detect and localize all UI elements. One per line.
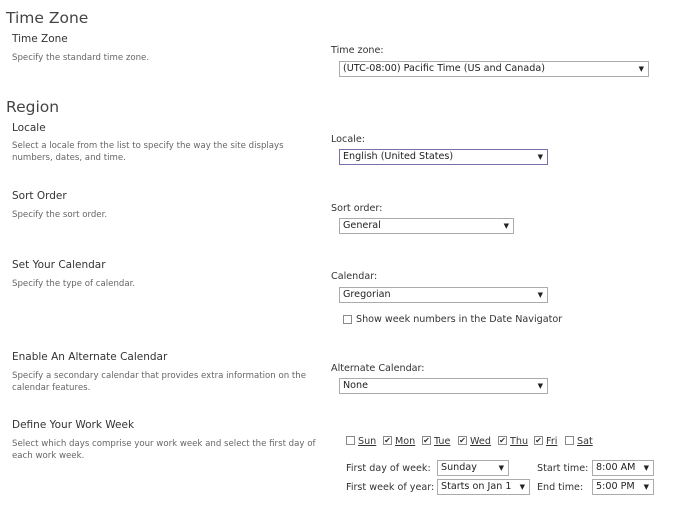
locale-select-value: English (United States) [343, 151, 454, 162]
chevron-down-icon: ▼ [643, 464, 649, 472]
first-week-select-value: Starts on Jan 1 [441, 481, 512, 492]
day-sun-label[interactable]: Sun [358, 436, 377, 447]
time-zone-description: Specify the standard time zone. [12, 53, 150, 63]
day-mon-label[interactable]: Mon [395, 436, 416, 447]
end-time-select-value: 5:00 PM [596, 481, 635, 492]
alternate-calendar-field-title: Enable An Alternate Calendar [12, 351, 168, 363]
end-time-label: End time: [537, 482, 584, 493]
chevron-down-icon: ▼ [537, 382, 543, 390]
time-zone-label: Time zone: [331, 45, 384, 56]
alternate-calendar-select-value: None [343, 380, 369, 391]
chevron-down-icon: ▼ [643, 483, 649, 491]
chevron-down-icon: ▼ [503, 222, 509, 230]
end-time-select[interactable] [592, 479, 654, 495]
start-time-label: Start time: [537, 463, 589, 474]
day-fri-label[interactable]: Fri [546, 436, 558, 447]
first-day-select-value: Sunday [441, 462, 477, 473]
work-week-description: Select which days comprise your work week and select the first day of each work week. [12, 439, 316, 461]
check-icon: ✔ [459, 436, 466, 445]
locale-select[interactable] [339, 149, 548, 165]
first-day-label: First day of week: [346, 463, 431, 474]
sort-order-select-value: General [343, 220, 381, 231]
calendar-select[interactable] [339, 287, 548, 303]
calendar-description: Specify the type of calendar. [12, 279, 136, 289]
week-numbers-checkbox[interactable] [343, 315, 352, 324]
alternate-calendar-select[interactable] [339, 378, 548, 394]
check-icon: ✔ [384, 436, 391, 445]
day-thu-checkbox[interactable] [498, 436, 507, 445]
day-tue-checkbox[interactable] [422, 436, 431, 445]
day-thu-label[interactable]: Thu [510, 436, 529, 447]
week-numbers-label: Show week numbers in the Date Navigator [356, 314, 563, 325]
day-mon-checkbox[interactable] [383, 436, 392, 445]
first-week-select[interactable] [437, 479, 530, 495]
locale-label: Locale: [331, 134, 365, 145]
day-wed-checkbox[interactable] [458, 436, 467, 445]
start-time-select-value: 8:00 AM [596, 462, 636, 473]
chevron-down-icon: ▼ [638, 65, 644, 73]
check-icon: ✔ [499, 436, 506, 445]
time-zone-field-title: Time Zone [12, 33, 68, 45]
sort-order-select[interactable] [339, 218, 514, 234]
day-tue-label[interactable]: Tue [434, 436, 451, 447]
sort-order-label: Sort order: [331, 203, 383, 214]
alternate-calendar-description: Specify a secondary calendar that provides extra information on the calendar features. [12, 371, 307, 393]
day-sat-checkbox[interactable] [565, 436, 574, 445]
chevron-down-icon: ▼ [537, 153, 543, 161]
day-sun-checkbox[interactable] [346, 436, 355, 445]
alternate-calendar-label: Alternate Calendar: [331, 363, 425, 374]
calendar-label: Calendar: [331, 271, 378, 282]
day-sat-label[interactable]: Sat [577, 436, 593, 447]
chevron-down-icon: ▼ [537, 291, 543, 299]
check-icon: ✔ [423, 436, 430, 445]
first-day-select[interactable] [437, 460, 509, 476]
region-section-title: Region [6, 98, 60, 116]
time-zone-select[interactable] [339, 61, 649, 77]
work-week-field-title: Define Your Work Week [12, 419, 135, 431]
calendar-select-value: Gregorian [343, 289, 391, 300]
chevron-down-icon: ▼ [498, 464, 504, 472]
time-zone-section-title: Time Zone [6, 9, 89, 27]
time-zone-select-value: (UTC-08:00) Pacific Time (US and Canada) [343, 63, 545, 74]
calendar-field-title: Set Your Calendar [12, 259, 106, 271]
start-time-select[interactable] [592, 460, 654, 476]
day-wed-label[interactable]: Wed [470, 436, 491, 447]
sort-order-description: Specify the sort order. [12, 210, 108, 220]
chevron-down-icon: ▼ [519, 483, 525, 491]
first-week-label: First week of year: [346, 482, 435, 493]
locale-description: Select a locale from the list to specify the way the site displays numbers, dates, and time. [12, 141, 284, 163]
check-icon: ✔ [535, 436, 542, 445]
day-fri-checkbox[interactable] [534, 436, 543, 445]
locale-field-title: Locale [12, 122, 46, 134]
sort-order-field-title: Sort Order [12, 190, 67, 202]
